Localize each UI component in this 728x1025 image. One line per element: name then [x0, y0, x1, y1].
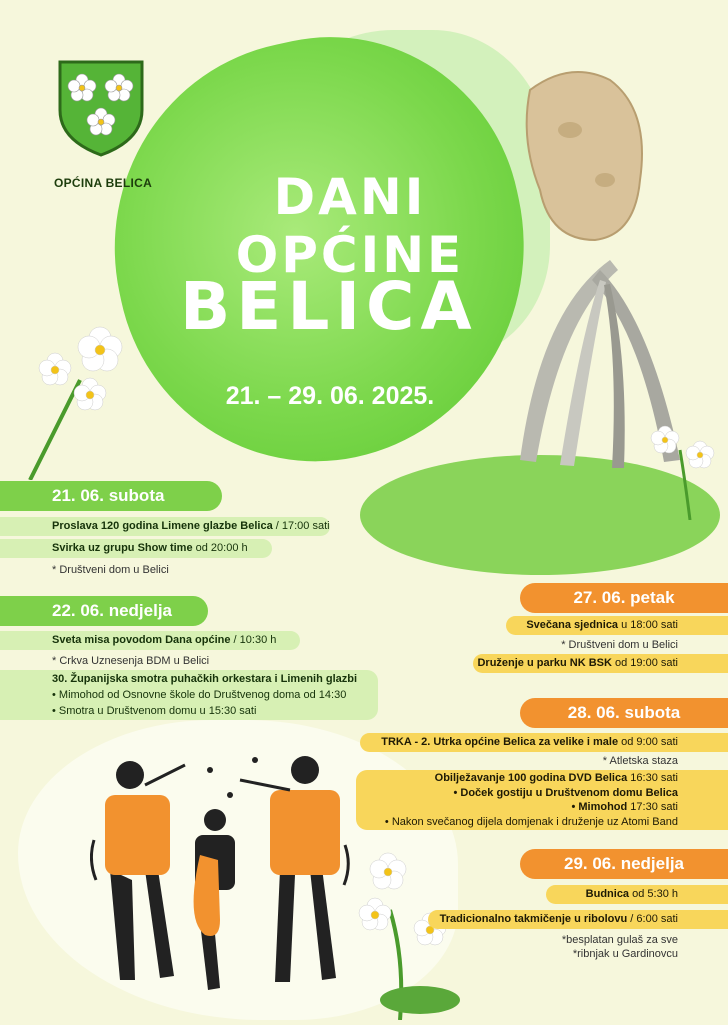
potato-flower-icon	[350, 850, 470, 1020]
note: *ribnjak u Gardinovcu	[572, 948, 678, 960]
event-time: od 5:30 h	[629, 888, 678, 900]
event-row	[0, 631, 300, 650]
event-name: Budnica	[585, 888, 630, 900]
day-header-28: 28. 06. subota	[520, 698, 728, 728]
event-row	[0, 517, 330, 536]
location-note: * Društveni dom u Belici	[561, 639, 678, 651]
event-time: u 15:30 sati	[196, 705, 257, 717]
event-time: 16:30 sati	[627, 772, 678, 784]
title-line-1: DANI OPĆINE	[235, 168, 465, 284]
potato-flower-icon	[20, 320, 140, 480]
event-sub: • Mimohod	[571, 801, 628, 813]
event-row	[473, 654, 728, 673]
event-row	[428, 910, 728, 929]
event-name: Obilježavanje 100 godina DVD Belica	[434, 772, 628, 784]
event-time: 17:30 sati	[627, 801, 678, 813]
day-header-27: 27. 06. petak	[520, 583, 728, 613]
event-sub: • Nakon svečanog dijela domjenak i druženje uz Atomi Band	[384, 815, 678, 828]
event-time: od 20:00 h	[192, 542, 248, 554]
event-time: od 9:00 sati	[618, 736, 678, 748]
event-time: u 18:00 sati	[618, 619, 678, 631]
event-name: Proslava 120 godina Limene glazbe Belica	[52, 520, 273, 532]
event-row	[0, 539, 272, 558]
day-header-22: 22. 06. nedjelja	[0, 596, 208, 626]
event-dates: 21. – 29. 06. 2025.	[225, 382, 435, 410]
event-name: Sveta misa povodom Dana općine	[52, 634, 231, 646]
title-line-2: BELICA	[180, 268, 478, 345]
location-note: * Crkva Uznesenja BDM u Belici	[52, 655, 210, 667]
event-block	[356, 770, 728, 830]
coat-of-arms-icon	[56, 58, 146, 158]
event-time: od 19:00 sati	[611, 657, 678, 669]
location-note: * Društveni dom u Belici	[52, 564, 169, 576]
event-sub: • Mimohod od Osnovne škole do Društvenog doma	[52, 689, 301, 701]
event-row	[546, 885, 728, 904]
event-time: / 17:00 sati	[272, 520, 330, 532]
location-note: * Atletska staza	[602, 755, 678, 767]
event-row	[506, 616, 728, 635]
event-block	[0, 670, 378, 720]
municipality-name: OPĆINA BELICA	[53, 176, 153, 190]
event-name: 30. Županijska smotra puhačkih orkestara i Limenih glazbi	[52, 673, 358, 685]
event-sub: • Smotra u Društvenom domu	[52, 705, 197, 717]
band-illustration	[90, 750, 350, 1000]
note: *besplatan gulaš za sve	[561, 934, 678, 946]
event-time: / 6:00 sati	[627, 913, 678, 925]
event-name: TRKA - 2. Utrka općine Belica za velike i male	[381, 736, 619, 748]
event-time: od 14:30	[300, 689, 347, 701]
event-name: Svečana sjednica	[526, 619, 619, 631]
event-sub: • Doček gostiju u Društvenom domu Belica	[453, 786, 678, 799]
event-name: Svirka uz grupu Show time	[52, 542, 193, 554]
potato-sculpture	[500, 60, 700, 480]
event-row	[360, 733, 728, 752]
event-name: Tradicionalno takmičenje u ribolovu	[439, 913, 628, 925]
event-name: Druženje u parku NK BSK	[477, 657, 612, 669]
day-header-21: 21. 06. subota	[0, 481, 222, 511]
day-header-29: 29. 06. nedjelja	[520, 849, 728, 879]
event-time: / 10:30 h	[230, 634, 277, 646]
potato-flower-icon	[640, 420, 728, 520]
